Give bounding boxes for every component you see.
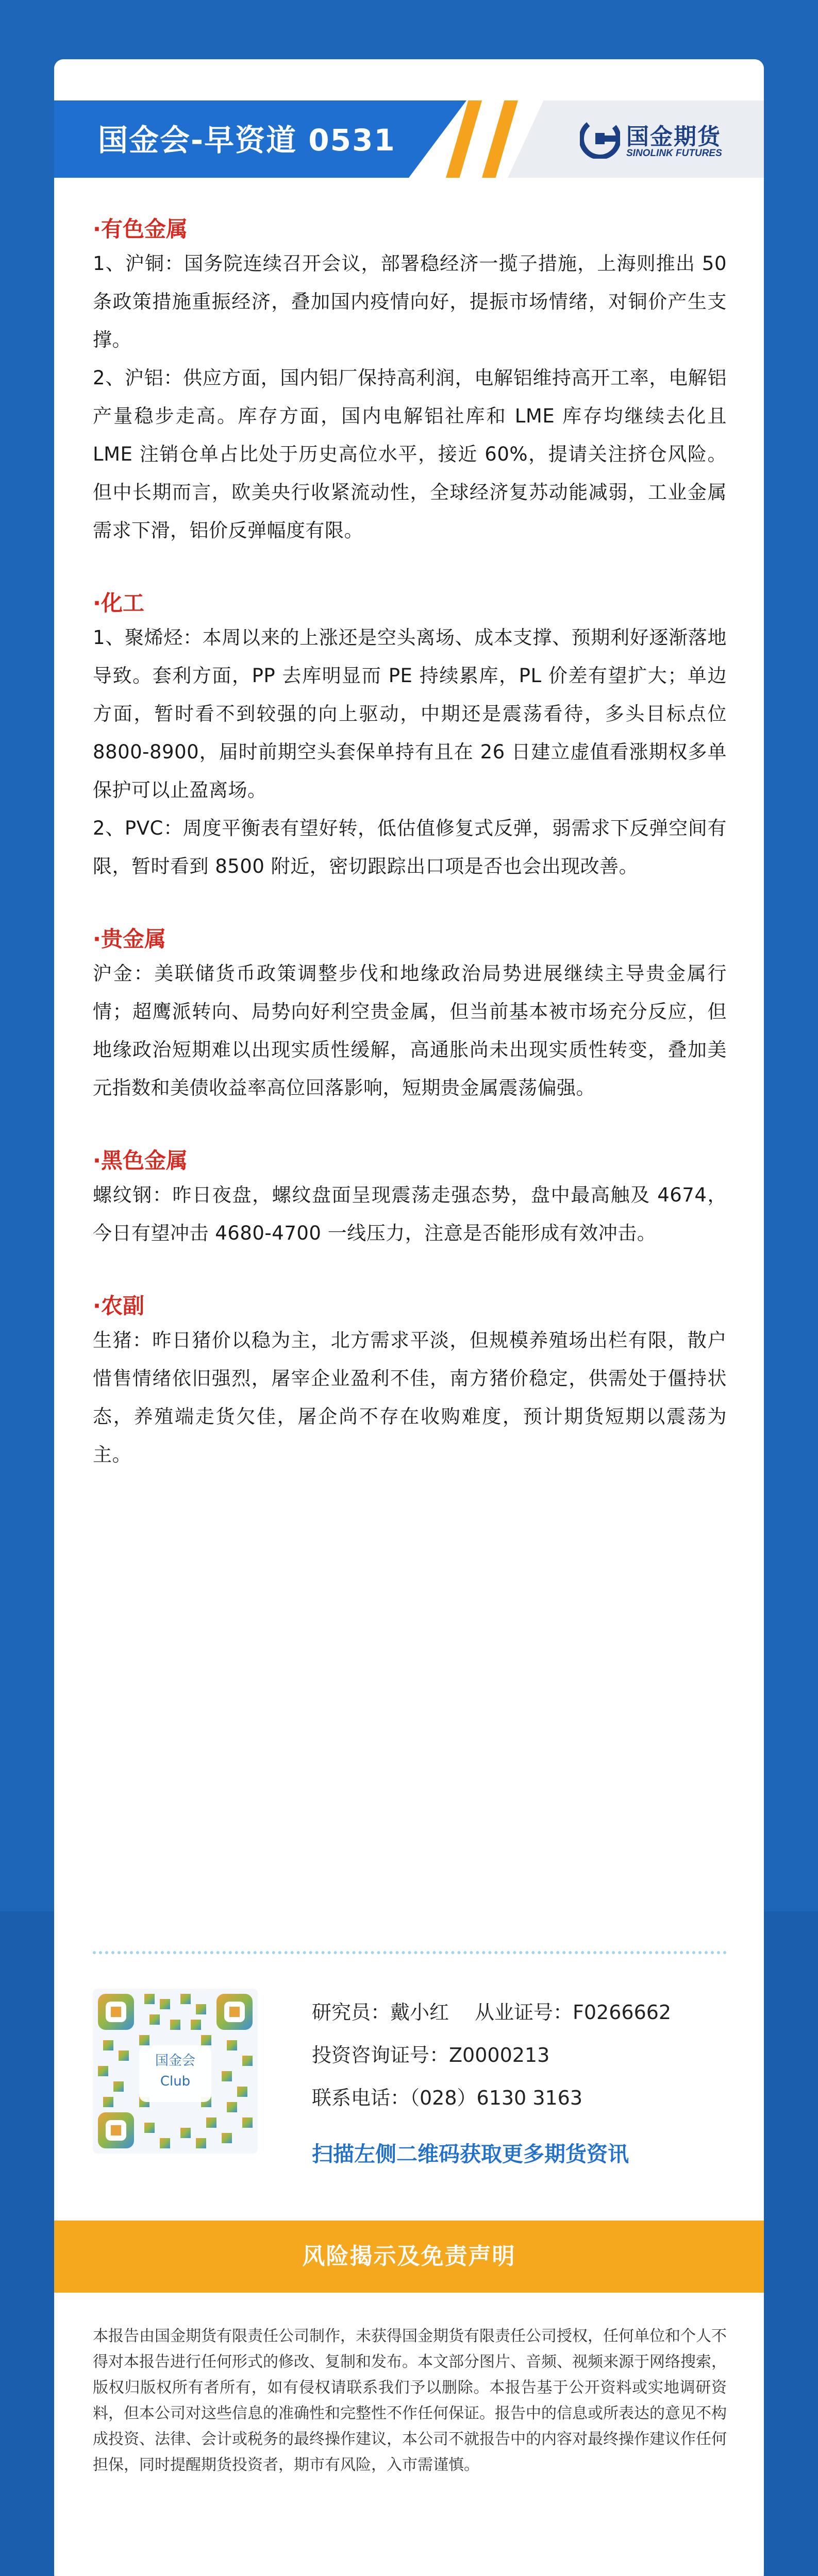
paragraph-gold: 沪金：美联储货币政策调整步伐和地缘政治局势进展继续主导贵金属行情；超鹰派转向、局势向好利空贵金属，但当前基本被市场充分反应，但地缘政治短期难以出现实质性缓解，高通胀尚未出现实质性转变，叠加美元指数和美债收益率高位回落影响，短期贵金属震荡偏强。 bbox=[93, 962, 727, 1099]
paragraph-aluminum: 2、沪铝：供应方面，国内铝厂保持高利润，电解铝维持高开工率，电解铝产量稳步走高。库存方面，国内电解铝社库和 LME 库存均继续去化且 LME 注销仓单占比处于历史高位水平，接近 60%，提请关注挤仓风险。但中长期而言，欧美央行收紧流动性，全球经济复苏动能减弱，工业金属需求下滑，铝价反弹幅度有限。 bbox=[93, 367, 727, 541]
section-title-precious-metals: ·贵金属 bbox=[93, 926, 166, 952]
page-title: 国金会-早资道 0531 bbox=[98, 123, 396, 158]
section-title-chemical: ·化工 bbox=[93, 590, 144, 616]
qr-call-to-action: 扫描左侧二维码获取更多期货资讯 bbox=[312, 2142, 629, 2166]
report-content bbox=[93, 214, 727, 1474]
logo-text-cn: 国金期货 bbox=[626, 124, 721, 150]
dotted-divider bbox=[93, 1951, 727, 1954]
disclaimer-text: 本报告由国金期货有限责任公司制作，未获得国金期货有限责任公司授权，任何单位和个人不得对本报告进行任何形式的修改、复制和发布。本文部分图片、音频、视频来源于网络搜索，版权归版权所有者所有，如有侵权请联系我们予以删除。本报告基于公开资料或实地调研资料，但本公司对这些信息的准确性和完整性不作任何保证。报告中的信息或所表达的意见不构成投资、法律、会计或税务的最终操作建议，本公司不就报告中的内容对最终操作建议作任何担保，同时提醒期货投资者，期市有风险，入市需谨慎。 bbox=[93, 2327, 727, 2474]
qr-label-line2: Club bbox=[160, 2074, 191, 2089]
paragraph-hog: 生猪：昨日猪价以稳为主，北方需求平淡，但规模养殖场出栏有限，散户惜售情绪依旧强烈，屠宰企业盈利不佳，南方猪价稳定，供需处于僵持状态，养殖端走货欠佳，屠企尚不存在收购难度，预计期货短期以震荡为主。 bbox=[93, 1329, 727, 1466]
logo-text-en: SINOLINK FUTURES bbox=[626, 148, 722, 159]
practitioner-cert: 从业证号：F0266662 bbox=[475, 2001, 672, 2024]
consult-cert: 投资咨询证号：Z0000213 bbox=[312, 2044, 550, 2066]
paragraph-pvc: 2、PVC：周度平衡表有望好转，低估值修复式反弹，弱需求下反弹空间有限，暂时看到 8500 附近，密切跟踪出口项是否也会出现改善。 bbox=[93, 817, 727, 877]
report-card bbox=[54, 59, 764, 2576]
researcher-row bbox=[312, 1996, 764, 2025]
section-title-ferrous: ·黑色金属 bbox=[93, 1148, 188, 1173]
section-title-agricultural: ·农副 bbox=[93, 1293, 144, 1318]
qr-label-line1: 国金会 bbox=[155, 2053, 195, 2069]
company-logo-icon bbox=[580, 118, 620, 159]
header-banner bbox=[54, 100, 764, 178]
accent-stripe bbox=[482, 100, 518, 178]
section-title-nonferrous: ·有色金属 bbox=[93, 216, 188, 242]
risk-disclaimer-banner: 风险揭示及免责声明 bbox=[54, 2221, 764, 2293]
researcher-name: 研究员：戴小红 bbox=[312, 2001, 449, 2024]
paragraph-rebar: 螺纹钢：昨日夜盘，螺纹盘面呈现震荡走强态势，盘中最高触及 4674，今日有望冲击 4680-4700 一线压力，注意是否能形成有效冲击。 bbox=[93, 1184, 727, 1244]
paragraph-copper: 1、沪铜：国务院连续召开会议，部署稳经济一揽子措施，上海则推出 50 条政策措施重振经济，叠加国内疫情向好，提振市场情绪，对铜价产生支撑。 bbox=[93, 252, 727, 351]
paragraph-polyolefin: 1、聚烯烃：本周以来的上涨还是空头离场、成本支撑、预期利好逐渐落地导致。套利方面，PP 去库明显而 PE 持续累库，PL 价差有望扩大；单边方面，暂时看不到较强的向上驱动，中期还是震荡看待，多头目标点位 8800-8900，届时前期空头套保单持有且在 26 日建立虚值看涨期权多单保护可以止盈离场。 bbox=[93, 626, 727, 801]
contact-phone: 联系电话：（028）6130 3163 bbox=[312, 2087, 583, 2109]
qr-center-label bbox=[139, 2045, 211, 2102]
qr-code[interactable] bbox=[93, 1989, 258, 2154]
